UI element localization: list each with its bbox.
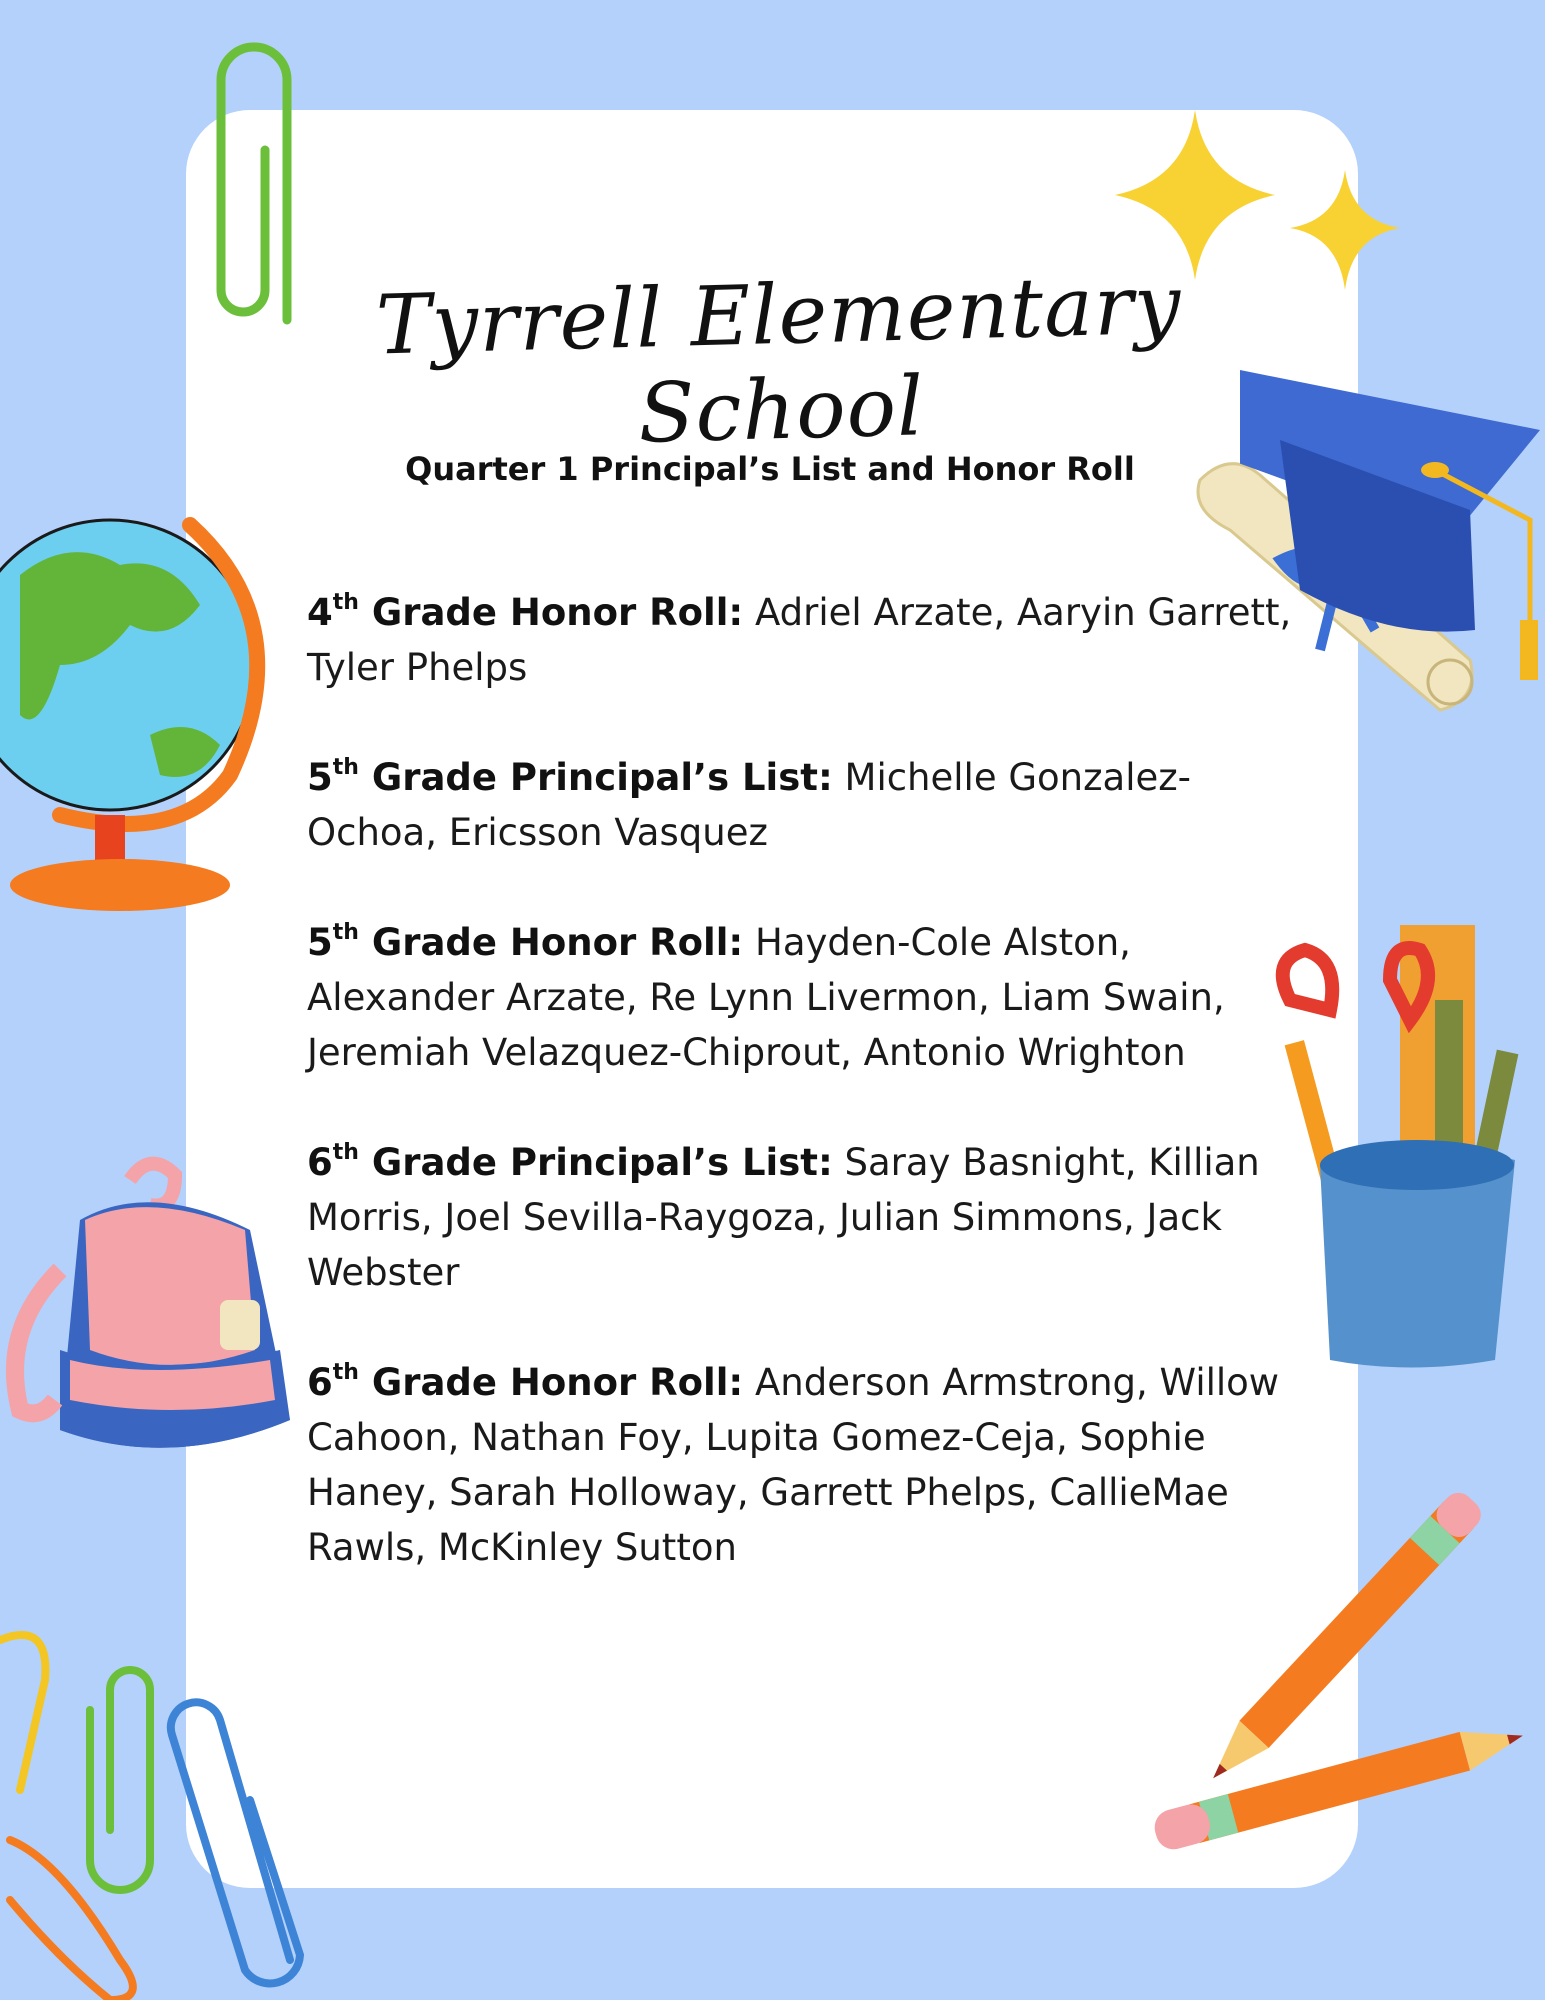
list-item (307, 915, 1307, 1080)
honor-roll-list (307, 585, 1307, 1630)
entry-names: Adriel Arzate, Aaryin Garrett, Tyler Phelps (307, 591, 1292, 689)
page-subtitle: Quarter 1 Principal’s List and Honor Roll (405, 450, 1135, 488)
school-title: Tyrrell Elementary School (374, 257, 1183, 462)
entry-names: Saray Basnight, Killian Morris, Joel Sevilla-Raygoza, Julian Simmons, Jack Webster (307, 1141, 1260, 1294)
paperclip-icon (205, 40, 295, 360)
backpack-icon (0, 1150, 310, 1470)
globe-icon (0, 515, 290, 925)
entry-names: Anderson Armstrong, Willow Cahoon, Nathan Foy, Lupita Gomez-Ceja, Sophie Haney, Sarah Holloway, Garrett Phelps, CallieMae Rawls, McKinley Sutton (307, 1361, 1280, 1569)
paperclip-icon (0, 1630, 360, 2000)
entry-names: Michelle Gonzalez-Ochoa, Ericsson Vasquez (307, 756, 1192, 854)
entry-heading: 5th Grade Honor Roll: (307, 920, 744, 964)
pencil-cup-icon (1270, 920, 1530, 1380)
entry-names: Hayden-Cole Alston, Alexander Arzate, Re Lynn Livermon, Liam Swain, Jeremiah Velazquez-Chiprout, Antonio Wrighton (307, 921, 1225, 1074)
entry-heading: 6th Grade Honor Roll: (307, 1360, 744, 1404)
list-item (307, 1355, 1307, 1575)
entry-heading: 4th Grade Honor Roll: (307, 590, 744, 634)
list-item (307, 1135, 1307, 1300)
entry-heading: 5th Grade Principal’s List: (307, 755, 833, 799)
list-item (307, 585, 1307, 695)
entry-heading: 6th Grade Principal’s List: (307, 1140, 833, 1184)
list-item (307, 750, 1307, 860)
